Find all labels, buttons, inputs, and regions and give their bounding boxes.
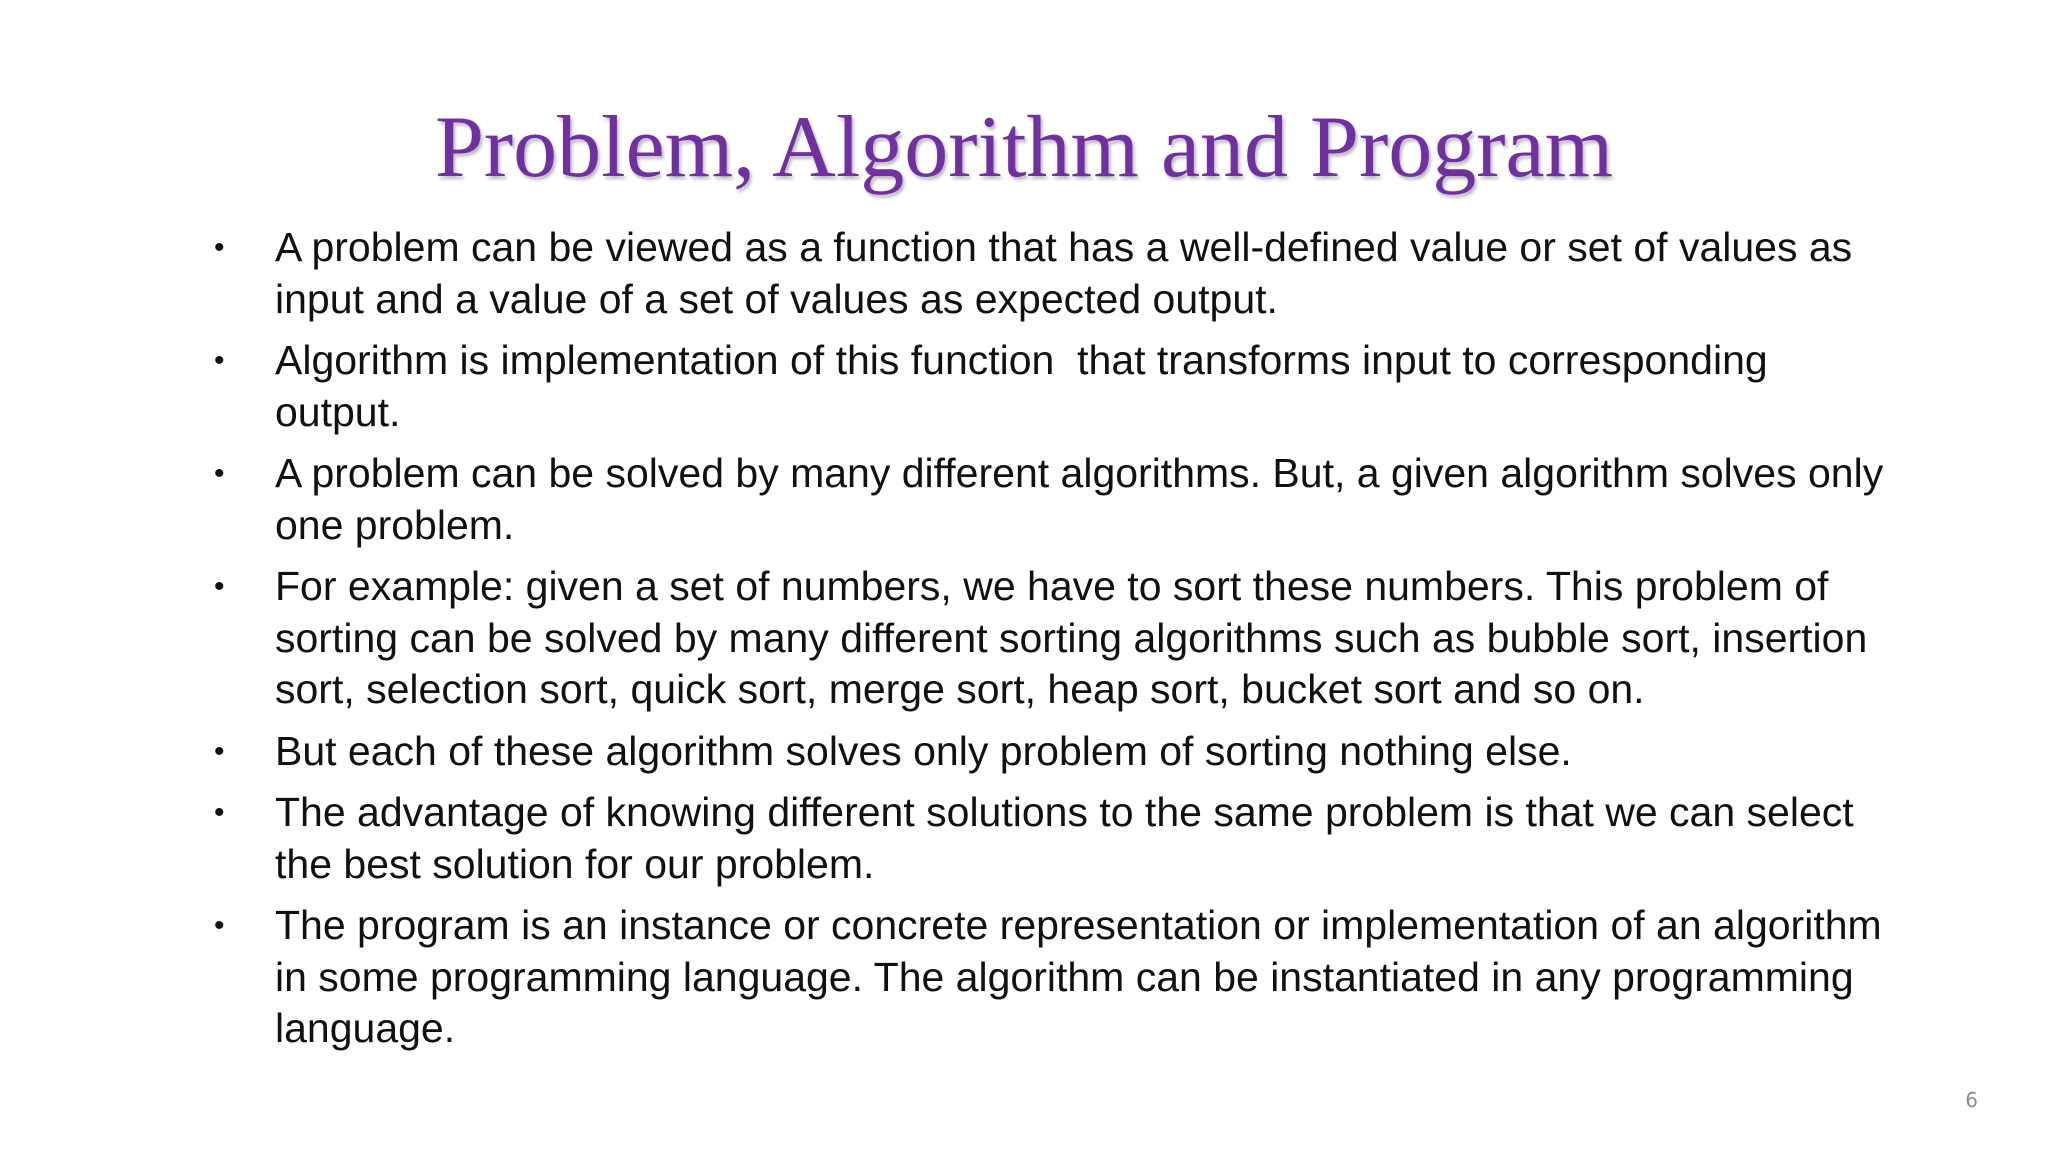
bullet-icon: • <box>214 796 225 829</box>
slide-title: Problem, Algorithm and Program <box>434 99 1614 196</box>
bullet-icon: • <box>214 570 225 603</box>
bullet-text: A problem can be viewed as a function that has a well-defined value or set of values as input and a value of a set of values as expected output. <box>275 224 1853 322</box>
page-number: 6 <box>1965 1088 1978 1112</box>
bullet-item <box>210 222 1890 325</box>
bullet-item <box>210 726 1890 778</box>
bullet-icon: • <box>214 457 225 490</box>
bullet-item <box>210 448 1890 551</box>
bullet-item <box>210 335 1890 438</box>
bullet-text: Algorithm is implementation of this function that transforms input to corresponding output. <box>275 337 1780 435</box>
bullet-item <box>210 561 1890 716</box>
bullet-text: But each of these algorithm solves only problem of sorting nothing else. <box>275 727 1572 774</box>
bullet-item <box>210 900 1890 1055</box>
bullet-icon: • <box>214 344 225 377</box>
bullet-icon: • <box>214 231 225 264</box>
bullet-icon: • <box>214 909 225 942</box>
bullet-icon: • <box>214 734 225 768</box>
bullet-item <box>210 787 1890 890</box>
bullet-text: The advantage of knowing different solutions to the same problem is that we can select the best solution for our problem. <box>275 789 1854 887</box>
bullet-text: For example: given a set of numbers, we have to sort these numbers. This problem of sorting can be solved by many different sorting algorithms such as bubble sort, insertion sort, selection sort, quick sort, merge sort, heap sort, bucket sort and so on. <box>275 563 1868 712</box>
bullet-list <box>210 222 1890 1065</box>
bullet-text: A problem can be solved by many different algorithms. But, a given algorithm solves only one problem. <box>275 450 1884 548</box>
bullet-text: The program is an instance or concrete representation or implementation of an algorithm in some programming language. The algorithm can be instantiated in any programming language. <box>275 902 1882 1051</box>
